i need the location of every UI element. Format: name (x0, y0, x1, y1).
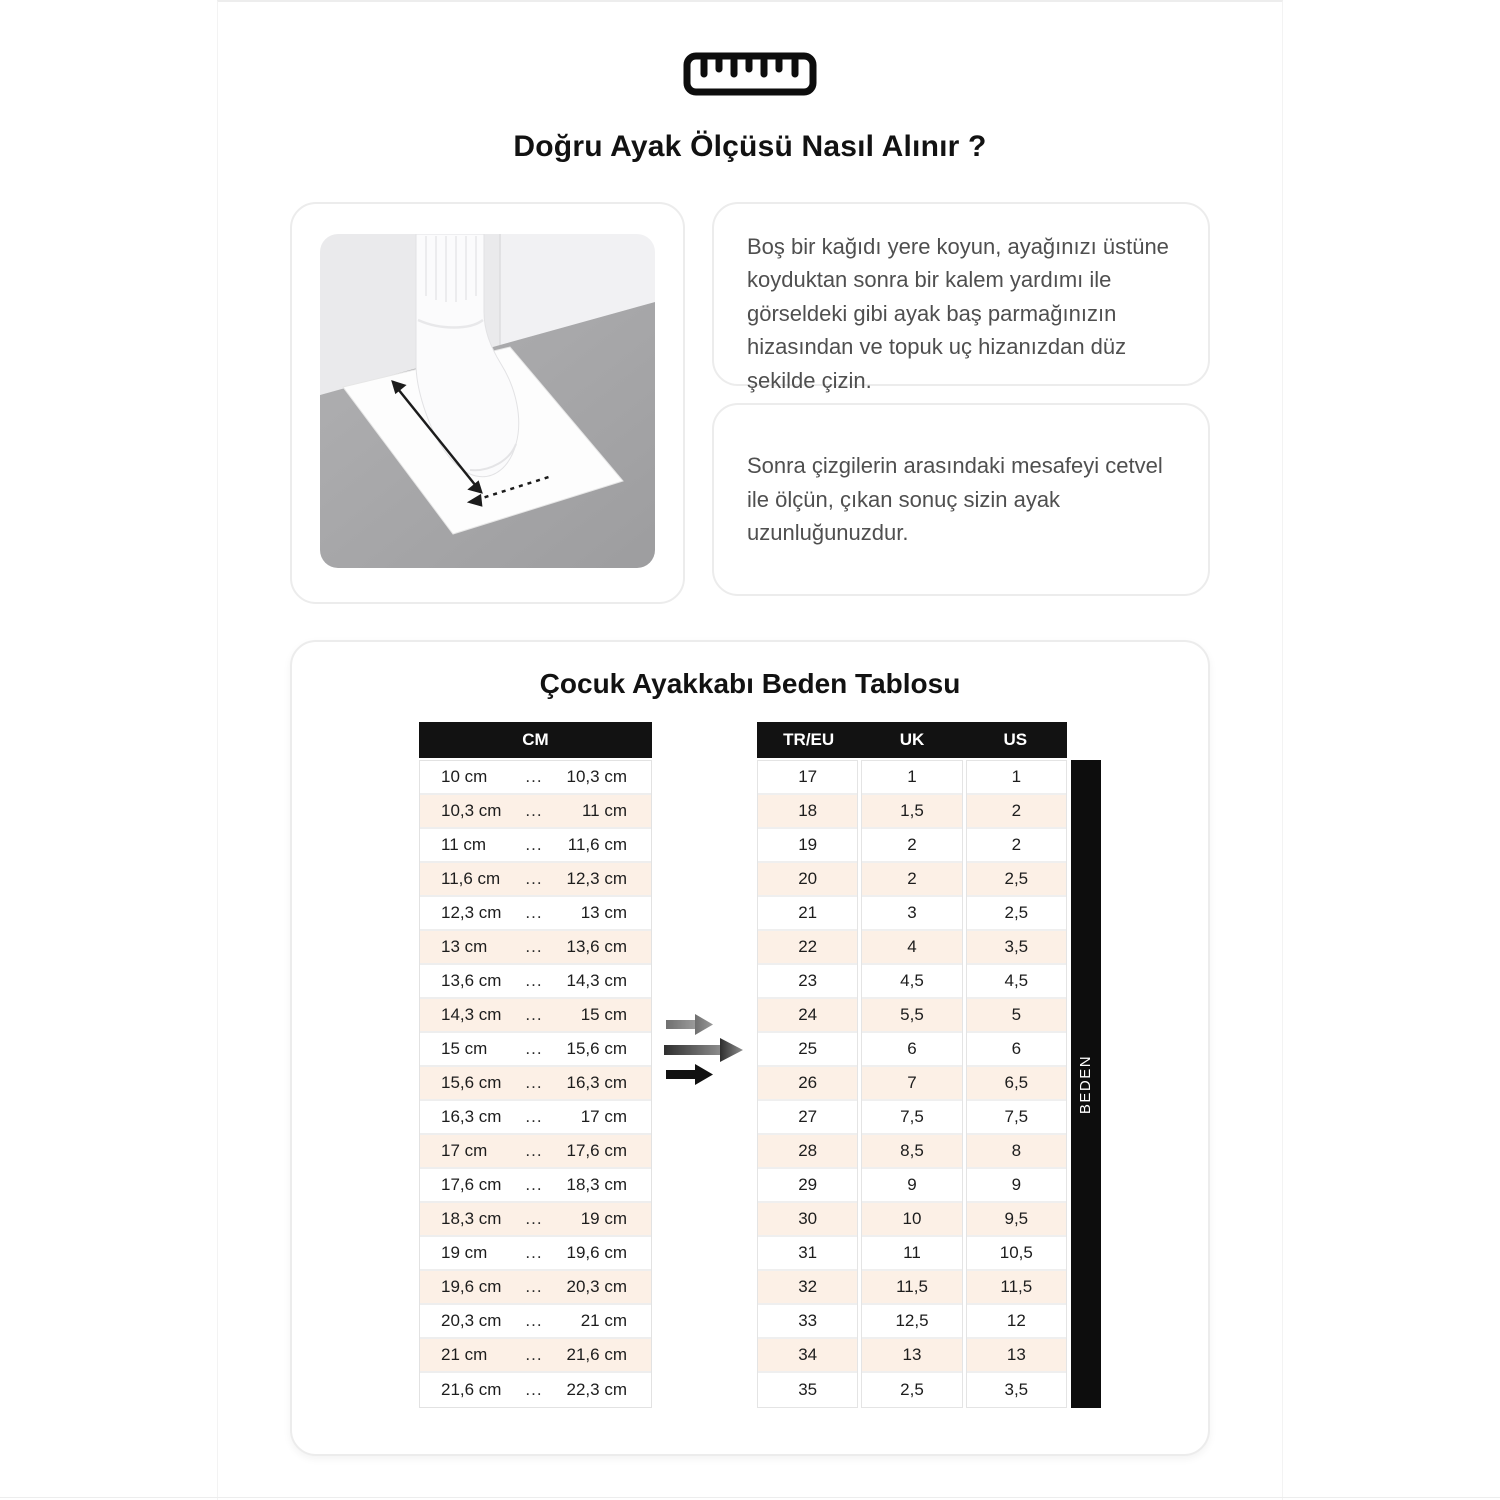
cm-sep: ... (525, 1311, 543, 1330)
cm-table-row (420, 1373, 651, 1407)
size-cell: 3,5 (967, 931, 1066, 965)
cm-table-row (420, 965, 651, 999)
size-cell: 12 (967, 1305, 1066, 1339)
size-cell: 11,5 (862, 1271, 961, 1305)
size-cell: 24 (758, 999, 857, 1033)
size-cell: 34 (758, 1339, 857, 1373)
cm-to: 19,6 cm (566, 1243, 627, 1262)
size-cell: 22 (758, 931, 857, 965)
size-table-header (757, 722, 1067, 758)
foot-measure-photo (320, 234, 655, 568)
cm-table-row (420, 1135, 651, 1169)
cm-sep: ... (525, 937, 543, 956)
page-header (218, 2, 1282, 164)
cm-table-rows (419, 760, 652, 1408)
cm-sep: ... (525, 1175, 543, 1194)
size-chart-card (290, 640, 1210, 1456)
size-cell: 7,5 (967, 1101, 1066, 1135)
size-cell: 20 (758, 863, 857, 897)
size-column-us (966, 760, 1067, 1408)
cm-to: 15,6 cm (566, 1039, 627, 1058)
size-cell: 2 (862, 829, 961, 863)
cm-to: 18,3 cm (566, 1175, 627, 1194)
instruction-step2-text: Sonra çizgilerin arasındaki mesafeyi cetvel ile ölçün, çıkan sonuç sizin ayak uzunluğunuzdur. (747, 453, 1163, 546)
cm-table-row (420, 1169, 651, 1203)
size-cell: 18 (758, 795, 857, 829)
cm-table-row (420, 863, 651, 897)
instruction-step1-card (712, 202, 1210, 393)
size-cell: 5,5 (862, 999, 961, 1033)
mapping-arrows (652, 722, 757, 1088)
cm-table-row (420, 1101, 651, 1135)
cm-from: 13,6 cm (441, 971, 502, 990)
cm-sep: ... (525, 1243, 543, 1262)
cm-from: 21 cm (441, 1345, 488, 1364)
cm-from: 10 cm (441, 767, 488, 786)
size-cell: 19 (758, 829, 857, 863)
cm-from: 18,3 cm (441, 1209, 502, 1228)
size-cell: 1 (862, 761, 961, 795)
cm-to: 16,3 cm (566, 1073, 627, 1092)
cm-to: 22,3 cm (566, 1380, 627, 1399)
cm-sep: ... (525, 1277, 543, 1296)
size-table-wrap (757, 722, 1101, 1408)
cm-from: 11,6 cm (441, 869, 501, 888)
cm-sep: ... (525, 1380, 543, 1399)
cm-from: 21,6 cm (441, 1380, 502, 1399)
cm-table-row (420, 1305, 651, 1339)
cm-to: 20,3 cm (566, 1277, 627, 1296)
cm-table (419, 722, 652, 1408)
size-cell: 21 (758, 897, 857, 931)
size-cell: 3,5 (967, 1373, 1066, 1407)
size-table (757, 722, 1067, 1408)
cm-sep: ... (525, 971, 543, 990)
cm-sep: ... (525, 1107, 543, 1126)
size-cell: 33 (758, 1305, 857, 1339)
size-cell: 26 (758, 1067, 857, 1101)
size-table-header-uk: UK (899, 730, 925, 749)
size-cell: 2 (862, 863, 961, 897)
cm-sep: ... (525, 1005, 543, 1024)
size-cell: 9,5 (967, 1203, 1066, 1237)
cm-from: 15,6 cm (441, 1073, 502, 1092)
size-cell: 3 (862, 897, 961, 931)
cm-from: 10,3 cm (441, 801, 502, 820)
size-cell: 10,5 (967, 1237, 1066, 1271)
size-table-header-us: US (1003, 730, 1028, 749)
size-cell: 6,5 (967, 1067, 1066, 1101)
size-column-uk (861, 760, 962, 1408)
cm-table-row (420, 761, 651, 795)
size-chart-title: Çocuk Ayakkabı Beden Tablosu (539, 668, 961, 699)
cm-table-row (420, 1033, 651, 1067)
size-cell: 32 (758, 1271, 857, 1305)
cm-to: 10,3 cm (566, 767, 627, 786)
size-cell: 11,5 (967, 1271, 1066, 1305)
size-cell: 6 (862, 1033, 961, 1067)
beden-label-text: BEDEN (1077, 1054, 1095, 1114)
cm-sep: ... (525, 903, 543, 922)
cm-table-row (420, 999, 651, 1033)
cm-to: 13 cm (580, 903, 627, 922)
size-cell: 2 (967, 829, 1066, 863)
cm-from: 17,6 cm (441, 1175, 502, 1194)
size-cell: 9 (862, 1169, 961, 1203)
size-cell: 7 (862, 1067, 961, 1101)
cm-to: 17 cm (580, 1107, 627, 1126)
size-cell: 31 (758, 1237, 857, 1271)
bottom-divider (0, 1497, 1500, 1498)
cm-to: 11,6 cm (567, 835, 627, 854)
size-cell: 23 (758, 965, 857, 999)
cm-from: 15 cm (441, 1039, 488, 1058)
cm-sep: ... (525, 801, 543, 820)
size-column-treu (757, 760, 858, 1408)
content-frame (217, 0, 1283, 1500)
cm-table-row (420, 1237, 651, 1271)
size-cell: 13 (967, 1339, 1066, 1373)
size-cell: 2 (967, 795, 1066, 829)
size-cell: 8,5 (862, 1135, 961, 1169)
cm-from: 12,3 cm (441, 903, 502, 922)
cm-table-header: CM (419, 722, 652, 758)
cm-from: 16,3 cm (441, 1107, 502, 1126)
cm-table-row (420, 1271, 651, 1305)
size-cell: 30 (758, 1203, 857, 1237)
size-cell: 6 (967, 1033, 1066, 1067)
instruction-step2-card (712, 403, 1210, 596)
page-title: Doğru Ayak Ölçüsü Nasıl Alınır ? (513, 130, 987, 163)
size-tables (419, 722, 1208, 1408)
beden-side-label (1071, 760, 1101, 1408)
size-cell: 4,5 (967, 965, 1066, 999)
cm-table-row (420, 931, 651, 965)
cm-table-row (420, 897, 651, 931)
size-cell: 27 (758, 1101, 857, 1135)
cm-sep: ... (525, 835, 543, 854)
size-cell: 13 (862, 1339, 961, 1373)
size-cell: 7,5 (862, 1101, 961, 1135)
cm-from: 20,3 cm (441, 1311, 502, 1330)
cm-to: 21 cm (580, 1311, 627, 1330)
cm-sep: ... (525, 1345, 543, 1364)
size-cell: 4,5 (862, 965, 961, 999)
size-table-columns (757, 760, 1067, 1408)
size-cell: 2,5 (967, 863, 1066, 897)
cm-to: 17,6 cm (566, 1141, 627, 1160)
cm-to: 11 cm (581, 801, 627, 820)
instruction-cards (712, 202, 1210, 604)
size-cell: 1 (967, 761, 1066, 795)
cm-table-row (420, 829, 651, 863)
cm-from: 14,3 cm (441, 1005, 502, 1024)
foot-measure-photo-card (290, 202, 685, 604)
size-cell: 11 (862, 1237, 961, 1271)
cm-sep: ... (525, 1141, 543, 1160)
size-cell: 12,5 (862, 1305, 961, 1339)
right-arrows-icon (664, 1006, 746, 1088)
size-cell: 2,5 (862, 1373, 961, 1407)
size-cell: 17 (758, 761, 857, 795)
instruction-step1-text: Boş bir kağıdı yere koyun, ayağınızı üstüne koyduktan sonra bir kalem yardımı ile görseldeki gibi ayak baş parmağınızın hizasından ve topuk uç hizanızdan düz şekilde çizin. (747, 234, 1169, 393)
size-cell: 4 (862, 931, 961, 965)
howto-section (290, 202, 1210, 604)
size-cell: 25 (758, 1033, 857, 1067)
cm-to: 13,6 cm (566, 937, 627, 956)
cm-sep: ... (525, 1039, 543, 1058)
size-cell: 10 (862, 1203, 961, 1237)
cm-table-row (420, 1339, 651, 1373)
cm-sep: ... (525, 1073, 543, 1092)
cm-from: 19,6 cm (441, 1277, 502, 1296)
size-cell: 28 (758, 1135, 857, 1169)
size-cell: 9 (967, 1169, 1066, 1203)
cm-sep: ... (525, 869, 543, 888)
cm-sep: ... (525, 767, 543, 786)
cm-sep: ... (525, 1209, 543, 1228)
size-cell: 29 (758, 1169, 857, 1203)
cm-from: 13 cm (441, 937, 488, 956)
cm-to: 14,3 cm (566, 971, 627, 990)
cm-to: 15 cm (580, 1005, 627, 1024)
cm-from: 17 cm (441, 1141, 488, 1160)
size-cell: 1,5 (862, 795, 961, 829)
cm-from: 11 cm (441, 835, 487, 854)
size-cell: 2,5 (967, 897, 1066, 931)
cm-table-row (420, 795, 651, 829)
cm-to: 19 cm (580, 1209, 627, 1228)
cm-to: 12,3 cm (566, 869, 627, 888)
ruler-icon (218, 52, 1282, 96)
cm-table-row (420, 1203, 651, 1237)
cm-table-row (420, 1067, 651, 1101)
cm-to: 21,6 cm (566, 1345, 627, 1364)
size-cell: 8 (967, 1135, 1066, 1169)
size-cell: 5 (967, 999, 1066, 1033)
size-table-header-treu: TR/EU (783, 730, 835, 749)
cm-from: 19 cm (441, 1243, 488, 1262)
size-cell: 35 (758, 1373, 857, 1407)
